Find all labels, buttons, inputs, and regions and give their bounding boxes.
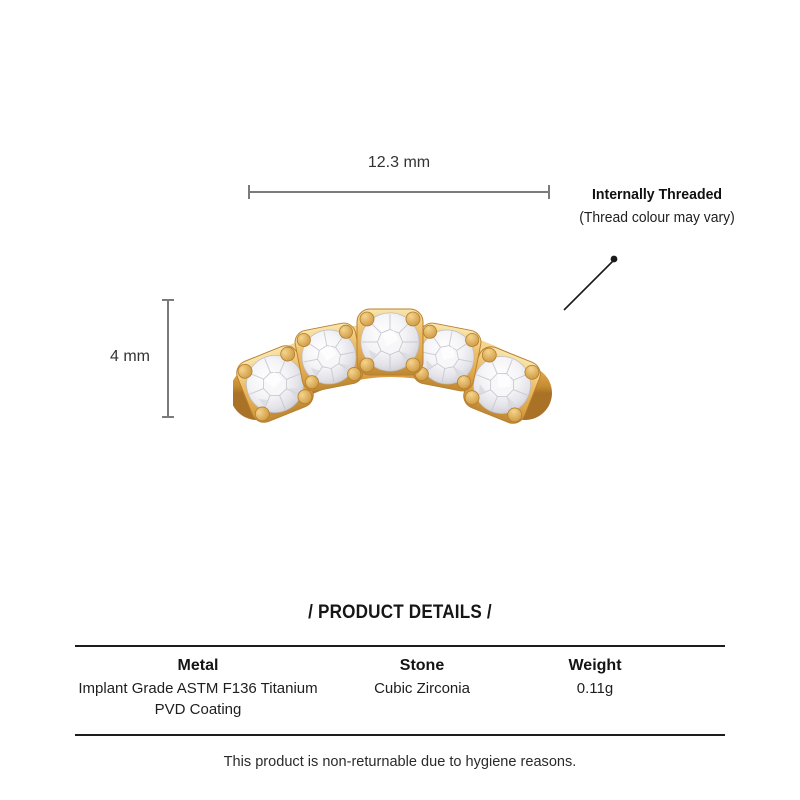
height-dimension-label: 4 mm [110, 348, 150, 365]
spec-column-metal [75, 656, 321, 720]
spec-value-weight: 0.11g [576, 680, 614, 697]
width-dimension-label: 12.3 mm [367, 154, 431, 171]
spec-header-metal: Metal [177, 657, 219, 674]
spec-column-weight [523, 656, 725, 720]
spec-value-metal-line2: PVD Coating [154, 701, 242, 718]
width-dimension-tick-left [248, 185, 250, 199]
spec-value-stone: Cubic Zirconia [374, 680, 470, 697]
thread-annotation [532, 186, 782, 226]
thread-annotation-subtitle: (Thread colour may vary) [579, 210, 735, 226]
product-details-heading: / PRODUCT DETAILS / [308, 602, 492, 623]
thread-annotation-title: Internally Threaded [591, 186, 723, 203]
height-dimension-tick-top [162, 299, 174, 301]
height-dimension-tick-bottom [162, 416, 174, 418]
spec-header-stone: Stone [399, 657, 445, 674]
spec-column-stone [321, 656, 523, 720]
width-dimension-line [248, 191, 550, 193]
spec-header-weight: Weight [568, 657, 622, 674]
spec-value-metal-line1: Implant Grade ASTM F136 Titanium [78, 680, 318, 697]
spec-table [75, 645, 725, 736]
product-photo-five-stone-cluster [233, 289, 567, 433]
hygiene-note: This product is non-returnable due to hygiene reasons. [223, 753, 577, 770]
height-dimension-line [167, 299, 169, 418]
